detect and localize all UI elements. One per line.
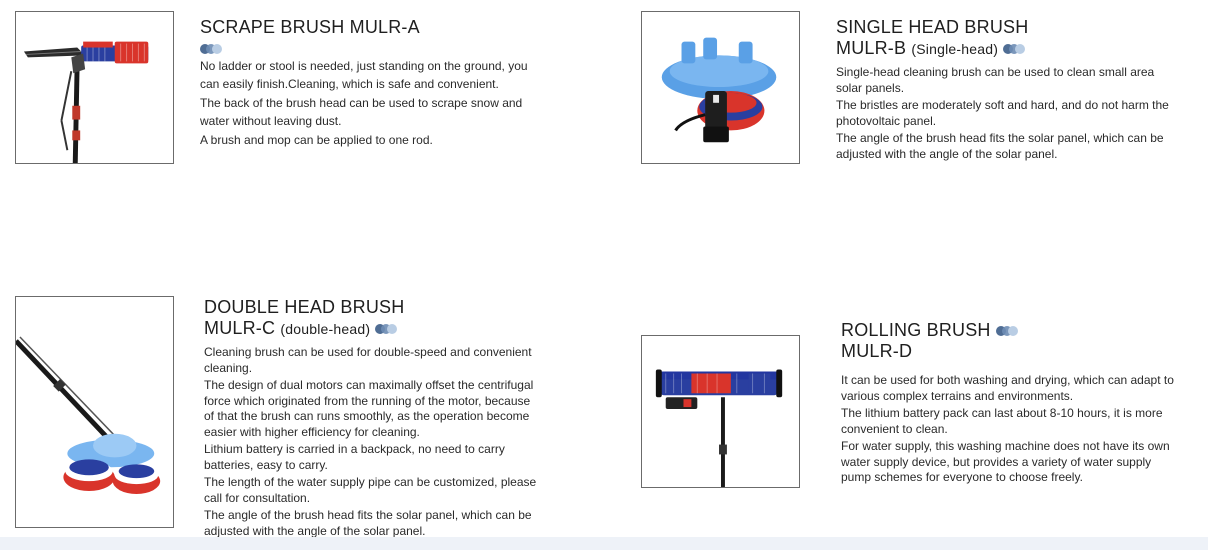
product-c-paragraph: The design of dual motors can maximally offset the centrifugal force which originated from the running of the motor, because of that the brush can runs smoothly, as the operation become easier with higher efficiency for cleaning. bbox=[204, 378, 534, 439]
bottom-band bbox=[0, 537, 1208, 550]
product-c-paragraph: Lithium battery is carried in a backpack, no need to carry batteries, easy to carry. bbox=[204, 442, 505, 472]
product-b-title-line1: SINGLE HEAD BRUSH bbox=[836, 17, 1029, 37]
product-b-paragraph: The angle of the brush head fits the solar panel, which can be adjusted with the angle of the solar panel. bbox=[836, 131, 1164, 161]
product-b-image bbox=[641, 11, 800, 164]
product-a-image bbox=[15, 11, 174, 164]
product-d-paragraph: For water supply, this washing machine does not have its own water supply device, but provides a variety of water supply pump schemes for everyone to choose freely. bbox=[841, 439, 1170, 484]
product-c-paragraph: Cleaning brush can be used for double-speed and convenient cleaning. bbox=[204, 345, 532, 375]
product-b bbox=[836, 17, 1176, 164]
product-c-subtitle: (double-head) bbox=[280, 321, 371, 337]
product-d-image bbox=[641, 335, 800, 488]
decorative-dots-icon bbox=[200, 44, 224, 54]
decorative-dots-icon bbox=[1003, 44, 1027, 54]
product-b-paragraph: Single-head cleaning brush can be used to clean small area solar panels. bbox=[836, 65, 1155, 95]
product-d bbox=[841, 320, 1181, 488]
product-d-paragraph: It can be used for both washing and drying, which can adapt to various complex terrains and environments. bbox=[841, 373, 1174, 403]
product-d-title bbox=[841, 320, 1181, 362]
product-c-title bbox=[204, 297, 544, 340]
product-d-model: MULR-D bbox=[841, 341, 913, 361]
product-c-description bbox=[204, 345, 540, 539]
product-b-title bbox=[836, 17, 1176, 60]
product-a-description bbox=[200, 58, 530, 150]
product-b-subtitle: (Single-head) bbox=[911, 41, 999, 57]
product-b-description bbox=[836, 65, 1172, 162]
product-a-paragraph: The back of the brush head can be used to scrape snow and water without leaving dust. bbox=[200, 96, 523, 128]
rolling-brush-icon bbox=[642, 336, 799, 487]
double-head-rotary-brush-icon bbox=[16, 297, 173, 527]
product-d-paragraph: The lithium battery pack can last about 8-10 hours, it is more convenient to clean. bbox=[841, 406, 1163, 436]
product-c-model: MULR-C bbox=[204, 318, 276, 338]
product-c-image bbox=[15, 296, 174, 528]
product-b-model: MULR-B bbox=[836, 38, 907, 58]
product-c-paragraph: The length of the water supply pipe can be customized, please call for consultation. bbox=[204, 475, 537, 505]
product-b-title-line2 bbox=[836, 38, 1176, 60]
product-a-title: SCRAPE BRUSH MULR-A bbox=[200, 17, 420, 37]
product-d-title-line1 bbox=[841, 320, 1181, 341]
product-d-title-text: ROLLING BRUSH bbox=[841, 320, 991, 340]
product-a bbox=[200, 17, 540, 152]
decorative-dots-icon bbox=[996, 326, 1020, 336]
product-c bbox=[204, 297, 544, 541]
decorative-dots-icon bbox=[375, 324, 399, 334]
product-a-paragraph: A brush and mop can be applied to one rod. bbox=[200, 133, 433, 147]
pole-scrape-brush-icon bbox=[16, 12, 173, 163]
product-c-title-line1: DOUBLE HEAD BRUSH bbox=[204, 297, 405, 317]
product-a-dots bbox=[200, 40, 540, 54]
single-head-rotary-brush-icon bbox=[642, 12, 799, 163]
product-c-paragraph: The angle of the brush head fits the solar panel, which can be adjusted with the angle of the solar panel. bbox=[204, 508, 532, 538]
product-b-paragraph: The bristles are moderately soft and hard, and do not harm the photovoltaic panel. bbox=[836, 98, 1169, 128]
product-a-paragraph: No ladder or stool is needed, just standing on the ground, you can easily finish.Cleaning, which is safe and convenient. bbox=[200, 59, 528, 91]
product-d-description bbox=[841, 373, 1177, 486]
product-c-title-line2 bbox=[204, 318, 544, 340]
